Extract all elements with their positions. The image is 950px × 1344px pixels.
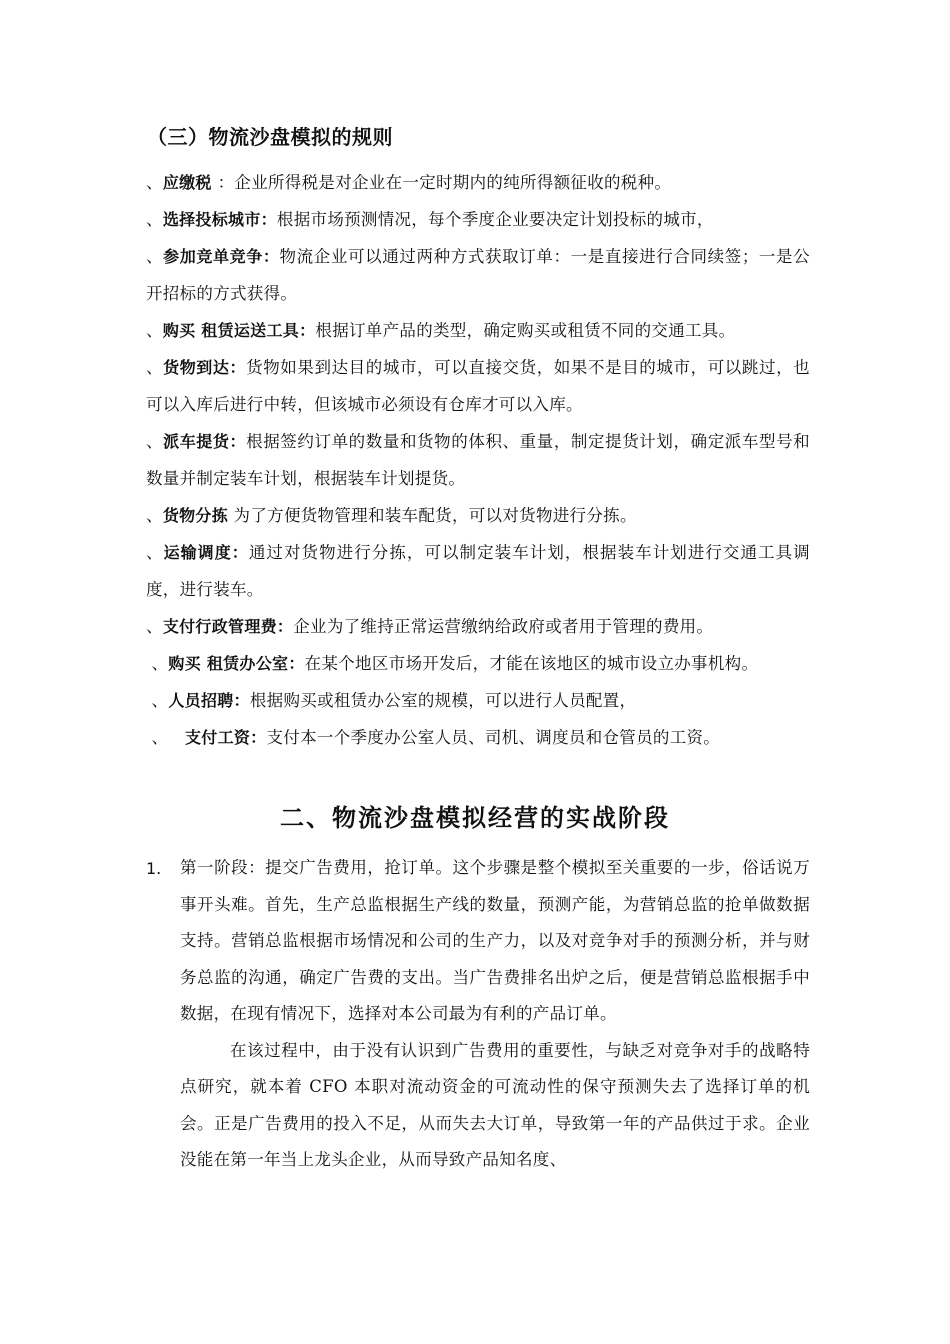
- rule-term: 购买 租赁办公室：: [168, 654, 305, 673]
- rule-prefix: 、: [146, 247, 164, 266]
- rule-text: 根据市场预测情况，每个季度企业要决定计划投标的城市，: [276, 210, 714, 229]
- rule-prefix: 、: [146, 543, 164, 562]
- rule-item: [146, 349, 810, 423]
- rule-term: 货物到达：: [163, 358, 247, 377]
- rule-prefix: 、: [146, 210, 163, 229]
- rule-term: 运输调度：: [163, 543, 249, 562]
- stage-number: 1.: [146, 859, 162, 878]
- rule-text: 物流企业可以通过两种方式获取订单：一是直接进行合同续签；一是公开招标的方式获得。: [146, 247, 810, 303]
- rule-text: 根据购买或租赁办公室的规模，可以进行人员配置，: [249, 691, 637, 710]
- stage-paragraph: 第一阶段：提交广告费用，抢订单。这个步骤是整个模拟至关重要的一步，俗话说万事开头难。首先，生产总监根据生产线的数量，预测产能，为营销总监的抢单做数据支持。营销总监根据市场情况和公司的生产力，以及对竞争对手的预测分析，并与财务总监的沟通，确定广告费的支出。当广告费排名出炉之后，便是营销总监根据手中数据，在现有情况下，选择对本公司最为有利的产品订单。: [180, 858, 810, 1023]
- rule-item: [146, 534, 810, 608]
- rule-term: 应缴税: [162, 173, 218, 192]
- rule-prefix: 、: [146, 506, 163, 525]
- rule-prefix: 、: [146, 691, 169, 710]
- chapter-heading: 二、物流沙盘模拟经营的实战阶段: [280, 804, 670, 832]
- rule-item: [146, 164, 810, 201]
- rule-term: 支付行政管理费：: [162, 617, 294, 636]
- rule-text: 为了方便货物管理和装车配货，可以对货物进行分拣。: [228, 506, 637, 525]
- rule-term: 购买 租赁运送工具：: [162, 321, 316, 340]
- rule-prefix: 、: [146, 728, 185, 747]
- rule-text: 通过对货物进行分拣，可以制定装车计划，根据装车计划进行交通工具调度，进行装车。: [146, 543, 810, 599]
- rule-prefix: 、: [146, 432, 164, 451]
- rule-text: 支付本一个季度办公室人员、司机、调度员和仓管员的工资。: [266, 728, 721, 747]
- rule-term: 支付工资：: [184, 728, 267, 747]
- rule-prefix: 、: [146, 654, 169, 673]
- rule-item: [146, 719, 810, 756]
- rule-text: ：企业所得税是对企业在一定时期内的纯所得额征收的税种。: [217, 173, 672, 192]
- rule-item: [146, 238, 810, 312]
- rule-text: 根据订单产品的类型，确定购买或租赁不同的交通工具。: [315, 321, 736, 340]
- rules-list: [146, 164, 810, 756]
- rule-prefix: 、: [146, 358, 164, 377]
- rule-item: [146, 201, 810, 238]
- rule-item: [146, 423, 810, 497]
- stage-item: [146, 850, 810, 1179]
- rule-term: 选择投标城市：: [162, 210, 277, 229]
- rule-text: 在某个地区市场开发后，才能在该地区的城市设立办事机构。: [304, 654, 759, 673]
- rule-text: 根据签约订单的数量和货物的体积、重量，制定提货计划，确定派车型号和数量并制定装车计划，根据装车计划提货。: [146, 432, 810, 488]
- rule-item: [146, 645, 810, 682]
- rule-prefix: 、: [146, 617, 163, 636]
- stage-paragraph: 在该过程中，由于没有认识到广告费用的重要性，与缺乏对竞争对手的战略特点研究，就本着 CFO 本职对流动资金的可流动性的保守预测失去了选择订单的机会。正是广告费用的投入不足，从而失去大订单，导致第一年的产品供过于求。企业没能在第一年当上龙头企业，从而导致产品知名度、: [180, 1040, 810, 1169]
- stage-body: [180, 850, 810, 1179]
- rule-item: [146, 312, 810, 349]
- rule-text: 企业为了维持正常运营缴纳给政府或者用于管理的费用。: [293, 617, 714, 636]
- rule-term: 人员招聘：: [168, 691, 250, 710]
- rule-term: 参加竞单竞争：: [163, 247, 280, 266]
- rule-item: [146, 608, 810, 645]
- rule-text: 货物如果到达目的城市，可以直接交货，如果不是目的城市，可以跳过，也可以入库后进行中转，但该城市必须设有仓库才可以入库。: [146, 358, 810, 414]
- rule-item: [146, 497, 810, 534]
- rule-term: 货物分拣: [162, 506, 229, 525]
- section-heading: （三）物流沙盘模拟的规则: [147, 125, 393, 149]
- rule-prefix: 、: [146, 321, 163, 340]
- rule-term: 派车提货：: [163, 432, 247, 451]
- rule-prefix: 、: [146, 173, 163, 192]
- rule-item: [146, 682, 810, 719]
